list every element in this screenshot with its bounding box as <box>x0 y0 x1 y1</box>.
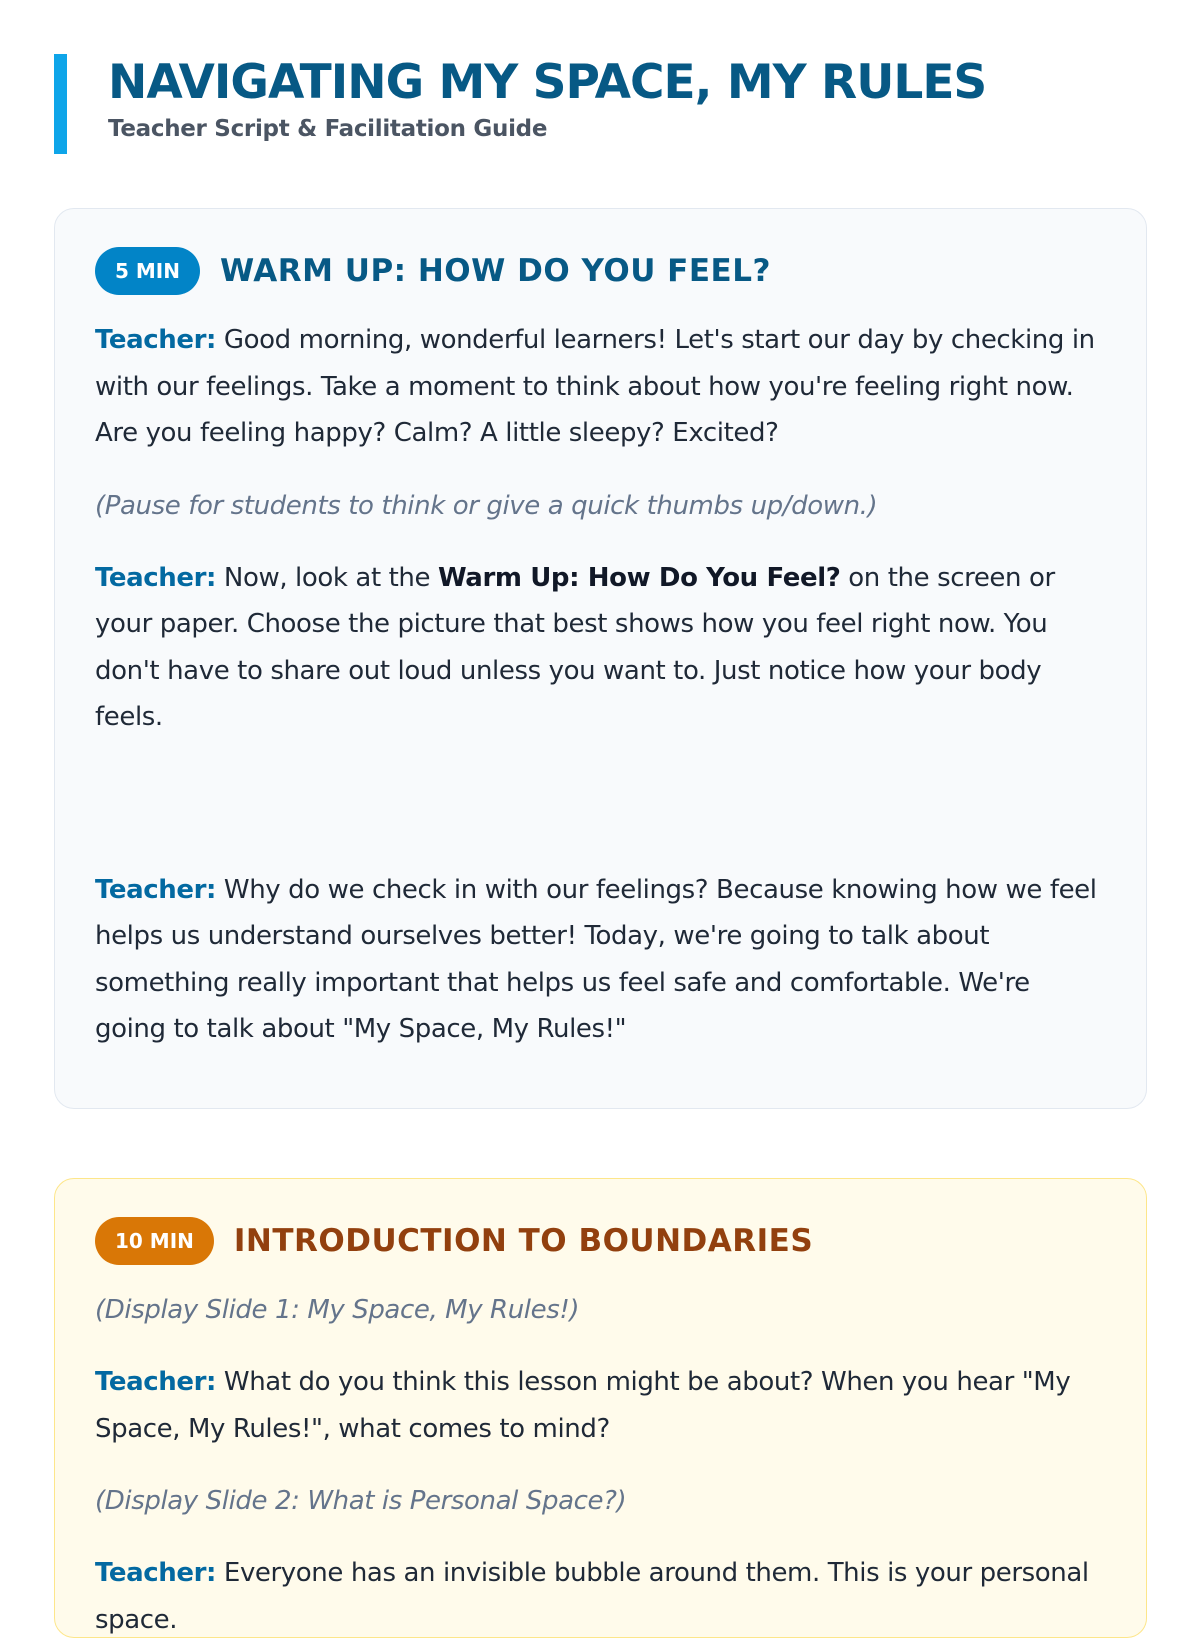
script-paragraph <box>95 1550 1106 1643</box>
speaker-label: Teacher: <box>95 562 217 593</box>
speaker-label: Teacher: <box>95 1558 217 1588</box>
page-subtitle: Teacher Script & Facilitation Guide <box>108 116 548 142</box>
section-title: INTRODUCTION TO BOUNDARIES <box>233 1223 814 1259</box>
stage-direction: (Display Slide 1: My Space, My Rules!) <box>95 1295 580 1325</box>
speaker-label: Teacher: <box>95 874 217 905</box>
script-text: Good morning, wonderful learners! Let's start our day by checking in with our feelings. Take a moment to think about how you're feeling right now. Are you feeling happy? Calm? A little sleepy? Excited? <box>95 325 1095 448</box>
script-text: Everyone has an invisible bubble around them. This is your personal space. <box>95 1558 1089 1635</box>
speaker-label: Teacher: <box>95 325 217 355</box>
section-title: WARM UP: HOW DO YOU FEEL? <box>219 253 771 289</box>
section-header <box>95 247 1106 295</box>
script-text: Now, look at the <box>216 562 438 593</box>
section-warm-up <box>54 208 1147 1109</box>
stage-direction: (Pause for students to think or give a quick thumbs up/down.) <box>95 490 878 521</box>
duration-badge: 10 MIN <box>95 1217 214 1265</box>
duration-badge: 5 MIN <box>95 247 200 295</box>
section-header <box>95 1217 1106 1265</box>
page-title: NAVIGATING MY SPACE, MY RULES <box>108 55 987 110</box>
page-header <box>54 54 986 154</box>
script-paragraph <box>95 1359 1106 1452</box>
script-paragraph <box>95 867 1106 1053</box>
script-text: Why do we check in with our feelings? Because knowing how we feel helps us understand ourselves better! Today, we're going to talk about something really important that helps us feel safe and comfortable. We're going to talk about "My Space, My Rules!" <box>95 874 1097 1044</box>
speaker-label: Teacher: <box>95 1367 217 1397</box>
script-paragraph <box>95 555 1106 741</box>
activity-name: Warm Up: How Do You Feel? <box>437 562 841 593</box>
script-text: on the screen or your paper. Choose the picture that best shows how you feel right now. You don't have to share out loud unless you want to. Just notice how your body feels. <box>95 562 1055 732</box>
script-paragraph <box>95 317 1106 457</box>
script-text: What do you think this lesson might be about? When you hear "My Space, My Rules!", what comes to mind? <box>95 1367 1071 1444</box>
section-introduction <box>54 1178 1147 1638</box>
stage-direction: (Display Slide 2: What is Personal Space?) <box>95 1486 627 1516</box>
